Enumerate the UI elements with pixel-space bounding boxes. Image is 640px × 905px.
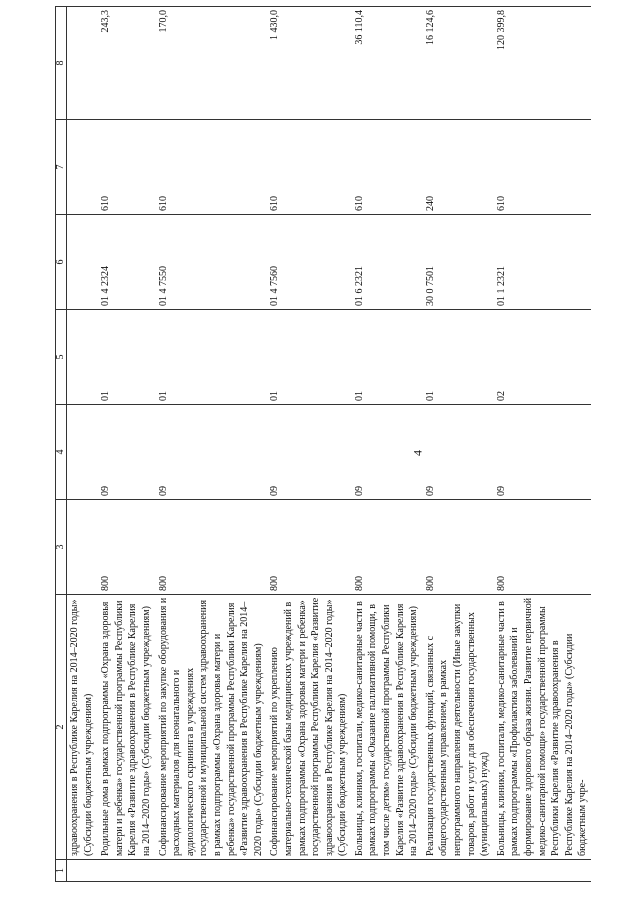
cell-section: 09 xyxy=(155,405,267,500)
cell-ministry: 800 xyxy=(422,500,493,595)
cell-amount: 243,3 xyxy=(97,7,154,120)
cell-subsection: 01 xyxy=(266,310,351,405)
row-description: Больницы, клиники, госпитали, медико-санитарные части в рамках подпрограммы «Профилактика заболеваний и формирование здорового образа жизни. Развитие первичной медико-санитарной помощи» государственной программы Республики Карелия «Развитие здравоохранения в Республике Карелия на 2014–2020 годы» (Субсидии бюджетным учре- xyxy=(493,595,591,860)
header-col-8: 8 xyxy=(56,7,67,120)
cell-amount: 16 124,6 xyxy=(422,7,493,120)
cell-ministry: 800 xyxy=(493,500,591,595)
cell-ministry: 800 xyxy=(155,500,267,595)
row-description: Больницы, клиники, госпитали, медико-санитарные части в рамках подпрограммы «Оказание паллиативной помощи, в том числе детям» государственной программы Республики Карелия «Развитие здравоохранения в Республике Карелия на 2014–2020 годы» (Субсидии бюджетным учреждениям) xyxy=(351,595,422,860)
cell-target-article: 01 4 7550 xyxy=(155,215,267,310)
header-col-7: 7 xyxy=(56,120,67,215)
cell-expense-type: 610 xyxy=(351,120,422,215)
cell-ministry: 800 xyxy=(97,500,154,595)
cell-section: 09 xyxy=(97,405,154,500)
header-col-1: 1 xyxy=(56,860,67,882)
cell-expense-type: 240 xyxy=(422,120,493,215)
cell-target-article: 01 4 7560 xyxy=(266,215,351,310)
cell-section: 09 xyxy=(493,405,591,500)
table-row xyxy=(351,7,422,882)
header-col-3: 3 xyxy=(56,500,67,595)
rotated-table-region xyxy=(55,7,590,882)
table-header-row xyxy=(56,7,67,882)
cell-ministry: 800 xyxy=(351,500,422,595)
cell-subsection: 02 xyxy=(493,310,591,405)
row-description: Реализация государственных функций, связанных с общегосударственным управлением, в рамках непрограммного направления деятельности (Иные закупки товаров, работ и услуг для обеспечения государственных (муниципальных) нужд) xyxy=(422,595,493,860)
row-description: Родильные дома в рамках подпрограммы «Охрана здоровья матери и ребенка» государственной программы Республики Карелия «Развитие здравоохранения в Республике Карелия на 2014–2020 годы» (Субсидии бюджетным учреждениям) xyxy=(97,595,154,860)
row-description: Софинансирование мероприятий по укреплению материально-технической базы медицинских учреждений в рамках подпрограммы «Охрана здоровья матери и ребенка» государственной программы Республики Карелия «Развитие здравоохранения в Республике Карелия на 2014–2020 годы» (Субсидии бюджетным учреждениям) xyxy=(266,595,351,860)
table-row xyxy=(97,7,154,882)
header-col-4: 4 xyxy=(56,405,67,500)
cell-expense-type: 610 xyxy=(155,120,267,215)
cell-expense-type: 610 xyxy=(493,120,591,215)
cell-section: 09 xyxy=(266,405,351,500)
cell-ministry: 800 xyxy=(266,500,351,595)
cell-subsection: 01 xyxy=(97,310,154,405)
cell-section: 09 xyxy=(422,405,493,500)
cell-subsection: 01 xyxy=(351,310,422,405)
cell-expense-type: 610 xyxy=(266,120,351,215)
cell-amount: 36 110,4 xyxy=(351,7,422,120)
cell-expense-type: 610 xyxy=(97,120,154,215)
header-col-6: 6 xyxy=(56,215,67,310)
budget-table xyxy=(55,6,591,882)
table-row-continuation xyxy=(67,7,98,882)
cell-target-article: 30 0 7501 xyxy=(422,215,493,310)
table-row xyxy=(266,7,351,882)
cell-section: 09 xyxy=(351,405,422,500)
cell-subsection: 01 xyxy=(422,310,493,405)
cell-amount: 1 430,0 xyxy=(266,7,351,120)
row-description: здравоохранения в Республике Карелия на 2014–2020 годы» (Субсидии бюджетным учреждениям) xyxy=(67,595,98,860)
cell-amount: 120 399,8 xyxy=(493,7,591,120)
row-description: Софинансирование мероприятий по закупке оборудования и расходных материалов для неонатального и аудиологического скрининга в учреждениях государственной и муниципальной систем здравоохранения в рамках подпрограммы «Охрана здоровья матери и ребенка» государственной программы Республики Карелия «Развитие здравоохранения в Республике Карелия на 2014–2020 годы» (Субсидии бюджетным учреждениям) xyxy=(155,595,267,860)
cell-target-article: 01 4 2324 xyxy=(97,215,154,310)
table-row xyxy=(493,7,591,882)
table-row xyxy=(422,7,493,882)
cell-target-article: 01 6 2321 xyxy=(351,215,422,310)
page-number: 4 xyxy=(410,450,425,456)
cell-subsection: 01 xyxy=(155,310,267,405)
cell-target-article: 01 1 2321 xyxy=(493,215,591,310)
table-row xyxy=(155,7,267,882)
cell-amount: 170,0 xyxy=(155,7,267,120)
header-col-5: 5 xyxy=(56,310,67,405)
header-col-2: 2 xyxy=(56,595,67,860)
